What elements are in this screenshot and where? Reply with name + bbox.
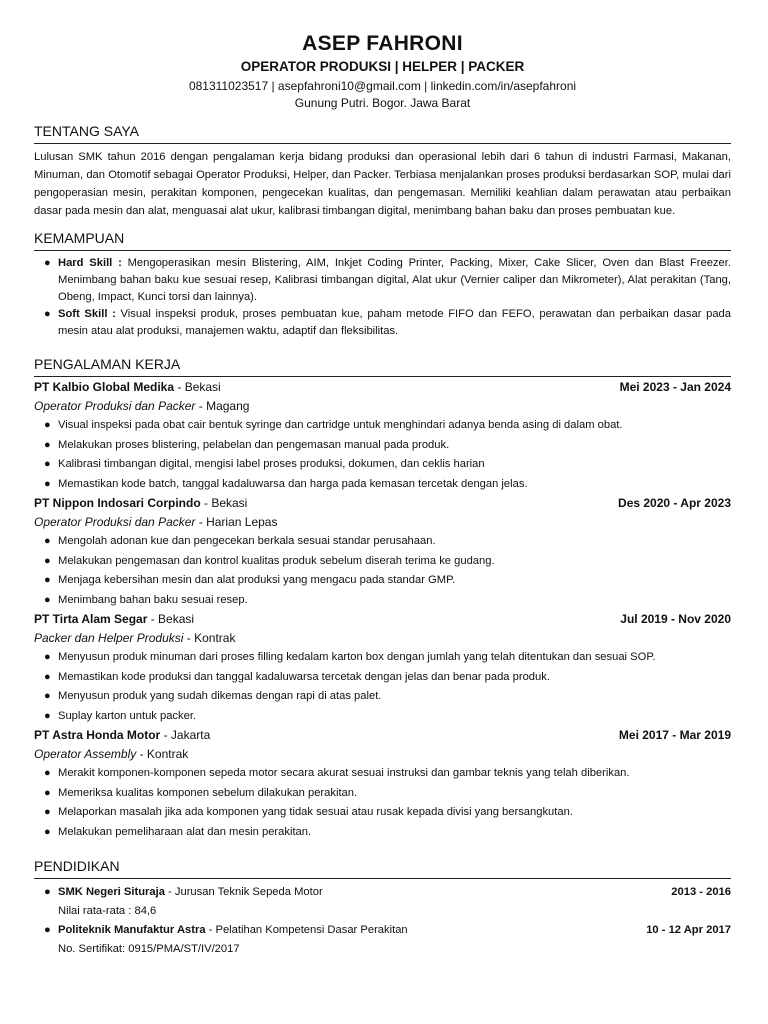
about-section xyxy=(34,121,731,220)
task-item: ● Melakukan pengemasan dan kontrol kualitas produk sebelum diserah terima ke gudang. xyxy=(34,552,731,572)
location-line: Gunung Putri. Bogor. Jawa Barat xyxy=(294,96,471,110)
education-item xyxy=(34,883,731,902)
edu-note: Nilai rata-rata : 84,6 xyxy=(58,905,157,917)
edu-school: SMK Negeri Situraja xyxy=(58,886,165,898)
skill-text: Visual inspeksi produk, proses pembuatan kue, paham metode FIFO dan FEFO, perawatan dan perbaikan dasar pada mesin atau alat produksi, manajemen waktu, adaptif dan fleksibilitas. xyxy=(58,308,732,337)
bullet-icon: ● xyxy=(44,458,51,470)
edu-note: No. Sertifikat: 0915/PMA/ST/IV/2017 xyxy=(58,943,240,955)
candidate-name: ASEP FAHRONI xyxy=(302,32,463,55)
bullet-icon: ● xyxy=(44,257,51,269)
edu-detail: - Jurusan Teknik Sepeda Motor xyxy=(164,886,323,898)
section-divider xyxy=(34,250,731,251)
skill-label: Soft Skill : xyxy=(58,308,116,320)
bullet-icon: ● xyxy=(44,308,51,320)
task-item: ● Merakit komponen-komponen sepeda motor secara akurat sesuai instruksi dan gambar teknis yang telah diberikan. xyxy=(34,764,731,784)
job-role: Operator Produksi dan Packer xyxy=(34,515,196,529)
bullet-icon: ● xyxy=(44,574,51,586)
section-title-experience: PENGALAMAN KERJA xyxy=(34,356,181,372)
edu-period: 2013 - 2016 xyxy=(671,886,731,898)
bullet-icon: ● xyxy=(44,767,51,779)
skill-text: Mengoperasikan mesin Blistering, AIM, Inkjet Coding Printer, Packing, Mixer, Cake Slicer, Oven dan Blast Freezer. Menimbang bahan baku kue sesuai resep, Kalibrasi timbangan digital, Alat ukur (Vernier caliper dan Mikrometer), Alat perakitan (Tang, Obeng, Impact, Kunci torsi dan lainnya). xyxy=(58,257,731,303)
task-item: ● Melakukan proses blistering, pelabelan dan pengemasan manual pada produk. xyxy=(34,436,731,456)
task-item: ● Menjaga kebersihan mesin dan alat produksi yang mengacu pada standar GMP. xyxy=(34,571,731,591)
section-divider xyxy=(34,376,731,377)
job-tasks xyxy=(34,532,731,610)
skills-list xyxy=(34,255,731,340)
bullet-icon: ● xyxy=(44,477,51,490)
bullet-icon: ● xyxy=(44,806,51,818)
job-period: Mei 2023 - Jan 2024 xyxy=(619,380,731,394)
job-entry xyxy=(34,726,731,842)
edu-detail: - Pelatihan Kompetensi Dasar Perakitan xyxy=(205,924,408,936)
job-type: - Kontrak xyxy=(183,631,236,645)
task-item: ● Menyusun produk yang sudah dikemas dengan rapi di atas palet. xyxy=(34,687,731,707)
bullet-icon: ● xyxy=(44,593,51,606)
skill-item xyxy=(34,255,731,306)
contact-line: 081311023517 | asepfahroni10@gmail.com | linkedin.com/in/asepfahroni xyxy=(188,79,577,93)
task-item: ● Menimbang bahan baku sesuai resep. xyxy=(34,591,731,611)
job-tasks xyxy=(34,416,731,494)
job-entry xyxy=(34,378,731,494)
bullet-icon: ● xyxy=(44,886,51,898)
skills-section xyxy=(34,228,731,340)
job-company: PT Nippon Indosari Corpindo xyxy=(34,496,201,510)
task-item: ● Suplay karton untuk packer. xyxy=(34,707,731,727)
job-entry xyxy=(34,610,731,726)
resume-page xyxy=(34,30,731,959)
task-item: ● Mengolah adonan kue dan pengecekan berkala sesuai standar perusahaan. xyxy=(34,532,731,552)
job-company: PT Astra Honda Motor xyxy=(34,728,161,742)
section-title-about: TENTANG SAYA xyxy=(34,123,140,139)
section-divider xyxy=(34,878,731,879)
bullet-icon: ● xyxy=(44,554,51,567)
bullet-icon: ● xyxy=(44,651,51,663)
job-tasks xyxy=(34,648,731,726)
skill-item xyxy=(34,306,731,340)
edu-school: Politeknik Manufaktur Astra xyxy=(58,924,206,936)
candidate-role: OPERATOR PRODUKSI | HELPER | PACKER xyxy=(240,59,525,74)
education-item xyxy=(34,921,731,940)
task-item: ● Memastikan kode batch, tanggal kadaluwarsa dan harga pada kemasan tercetak dengan jelas. xyxy=(34,475,731,495)
task-item: ● Melaporkan masalah jika ada komponen yang tidak sesuai atau rusak kepada divisi yang bersangkutan. xyxy=(34,803,731,823)
edu-period: 10 - 12 Apr 2017 xyxy=(646,924,731,936)
job-entry xyxy=(34,494,731,610)
section-title-skills: KEMAMPUAN xyxy=(34,230,125,246)
bullet-icon: ● xyxy=(44,419,51,431)
experience-section xyxy=(34,354,731,842)
about-text: Lulusan SMK tahun 2016 dengan pengalaman kerja bidang produksi dan operasional lebih dari 6 tahun di industri Farmasi, Makanan, Minuman, dan Otomotif sebagai Operator Produksi, Helper, dan Packer. Terbiasa menjalankan proses produksi berdasarkan SOP, mulai dari pengoperasian mesin, perakitan komponen, pengecekan kualitas, dan pengemasan. Memiliki keahlian dalam perawatan atau perbaikan dasar pada mesin dan alat, menguasai alat ukur, kalibrasi timbangan digital, menimbang bahan baku dan proses pembuatan kue. xyxy=(34,151,731,217)
task-item: ● Melakukan pemeliharaan alat dan mesin perakitan. xyxy=(34,823,731,843)
bullet-icon: ● xyxy=(44,786,51,799)
task-item: ● Menyusun produk minuman dari proses filling kedalam karton box dengan jumlah yang telah ditentukan dan sesuai SOP. xyxy=(34,648,731,668)
task-item: ● Memastikan kode produksi dan tanggal kadaluwarsa tercetak dengan jelas dan benar pada produk. xyxy=(34,668,731,688)
section-title-education: PENDIDIKAN xyxy=(34,858,120,874)
task-item: ● Visual inspeksi pada obat cair bentuk syringe dan cartridge untuk menghindari adanya benda asing di dalam obat. xyxy=(34,416,731,436)
job-tasks xyxy=(34,764,731,842)
job-type: - Harian Lepas xyxy=(195,515,278,529)
bullet-icon: ● xyxy=(44,690,51,702)
job-type: - Kontrak xyxy=(136,747,189,761)
job-company: PT Tirta Alam Segar xyxy=(34,612,148,626)
bullet-icon: ● xyxy=(44,438,51,451)
bullet-icon: ● xyxy=(44,670,51,683)
task-item: ● Kalibrasi timbangan digital, mengisi label proses produksi, dokumen, dan ceklis harian xyxy=(34,455,731,475)
education-section xyxy=(34,856,731,959)
section-divider xyxy=(34,143,731,144)
job-role: Operator Assembly xyxy=(34,747,137,761)
skill-label: Hard Skill : xyxy=(58,257,122,269)
job-role: Packer dan Helper Produksi xyxy=(34,631,184,645)
bullet-icon: ● xyxy=(44,924,51,936)
task-item: ● Memeriksa kualitas komponen sebelum dilakukan perakitan. xyxy=(34,784,731,804)
job-period: Jul 2019 - Nov 2020 xyxy=(620,612,731,626)
job-role: Operator Produksi dan Packer xyxy=(34,399,196,413)
bullet-icon: ● xyxy=(44,535,51,547)
job-period: Mei 2017 - Mar 2019 xyxy=(618,728,731,742)
job-type: - Magang xyxy=(195,399,250,413)
bullet-icon: ● xyxy=(44,709,51,722)
job-location: - Bekasi xyxy=(200,496,248,510)
job-location: - Bekasi xyxy=(147,612,195,626)
bullet-icon: ● xyxy=(44,825,51,838)
job-location: - Jakarta xyxy=(160,728,211,742)
job-period: Des 2020 - Apr 2023 xyxy=(618,496,731,510)
job-company: PT Kalbio Global Medika xyxy=(34,380,175,394)
job-location: - Bekasi xyxy=(174,380,221,394)
